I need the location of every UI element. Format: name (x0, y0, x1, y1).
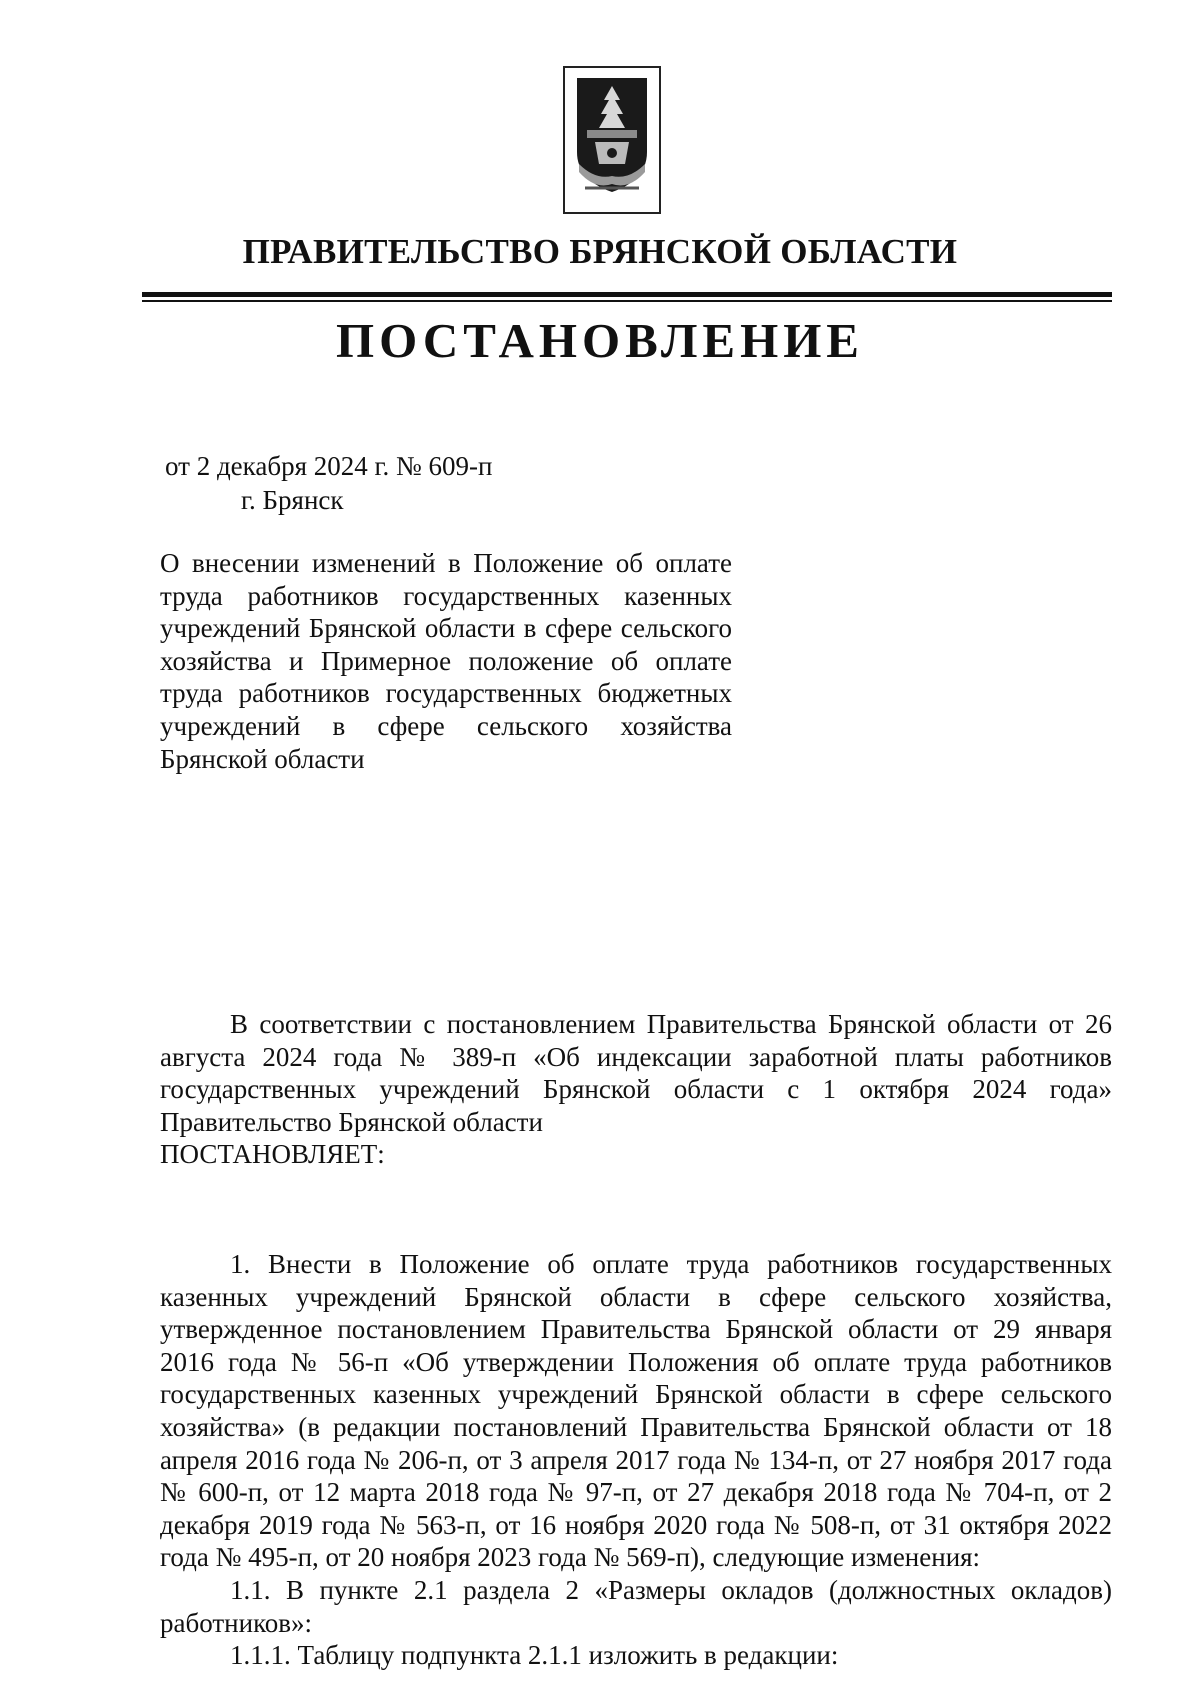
document-date-number: от 2 декабря 2024 г. № 609-п (165, 451, 493, 481)
preamble (160, 1008, 1112, 1171)
coat-of-arms-icon (565, 68, 659, 212)
clause-1-1-1: 1.1.1. Таблицу подпункта 2.1.1 изложить в редакции: (230, 1640, 839, 1671)
clause-1: 1. Внести в Положение об оплате труда работников государственных казенных учреждений Брянской области в сфере сельского хозяйства, утвержденное постановлением Правительства Брянской области от 29 января 2016 года № 56-п «Об утверждении Положения об оплате труда работников государственных казенных учреждений Брянской области в сфере сельского хозяйства» (в редакции постановлений Правительства Брянской области от 18 апреля 2016 года № 206-п, от 3 апреля 2017 года № 134-п, от 27 ноября 2017 года № 600-п, от 12 марта 2018 года № 97-п, от 27 декабря 2018 года № 704-п, от 2 декабря 2019 года № 563-п, от 16 ноября 2020 года № 508-п, от 31 октября 2022 года № 495-п, от 20 ноября 2023 года № 569-п), следующие изменения: (160, 1249, 1112, 1573)
coat-of-arms-emblem (563, 66, 661, 214)
clause-1-1: 1.1. В пункте 2.1 раздела 2 «Размеры окладов (должностных окладов) работников»: (160, 1574, 1112, 1638)
government-name: ПРАВИТЕЛЬСТВО БРЯНСКОЙ ОБЛАСТИ (242, 232, 958, 271)
resolves-word: ПОСТАНОВЛЯЕТ: (160, 1139, 385, 1170)
clauses (160, 1248, 1112, 1672)
subject-text: О внесении изменений в Положение об оплате труда работников государственных казенных учреждений Брянской области в сфере сельского хозяйства и Примерное положение об оплате труда работников государственных бюджетных учреждений в сфере сельского хозяйства Брянской области (160, 548, 732, 774)
document-subject (160, 547, 732, 775)
document-city: г. Брянск (241, 485, 344, 515)
header-rule-thin (142, 300, 1112, 302)
header-rule-thick (142, 292, 1112, 297)
document-type-title: ПОСТАНОВЛЕНИЕ (336, 313, 864, 368)
preamble-text: В соответствии с постановлением Правительства Брянской области от 26 августа 2024 года № 389-п «Об индексации заработной платы работников государственных учреждений Брянской области с 1 октября 2024 года» Правительство Брянской области (160, 1009, 1112, 1137)
